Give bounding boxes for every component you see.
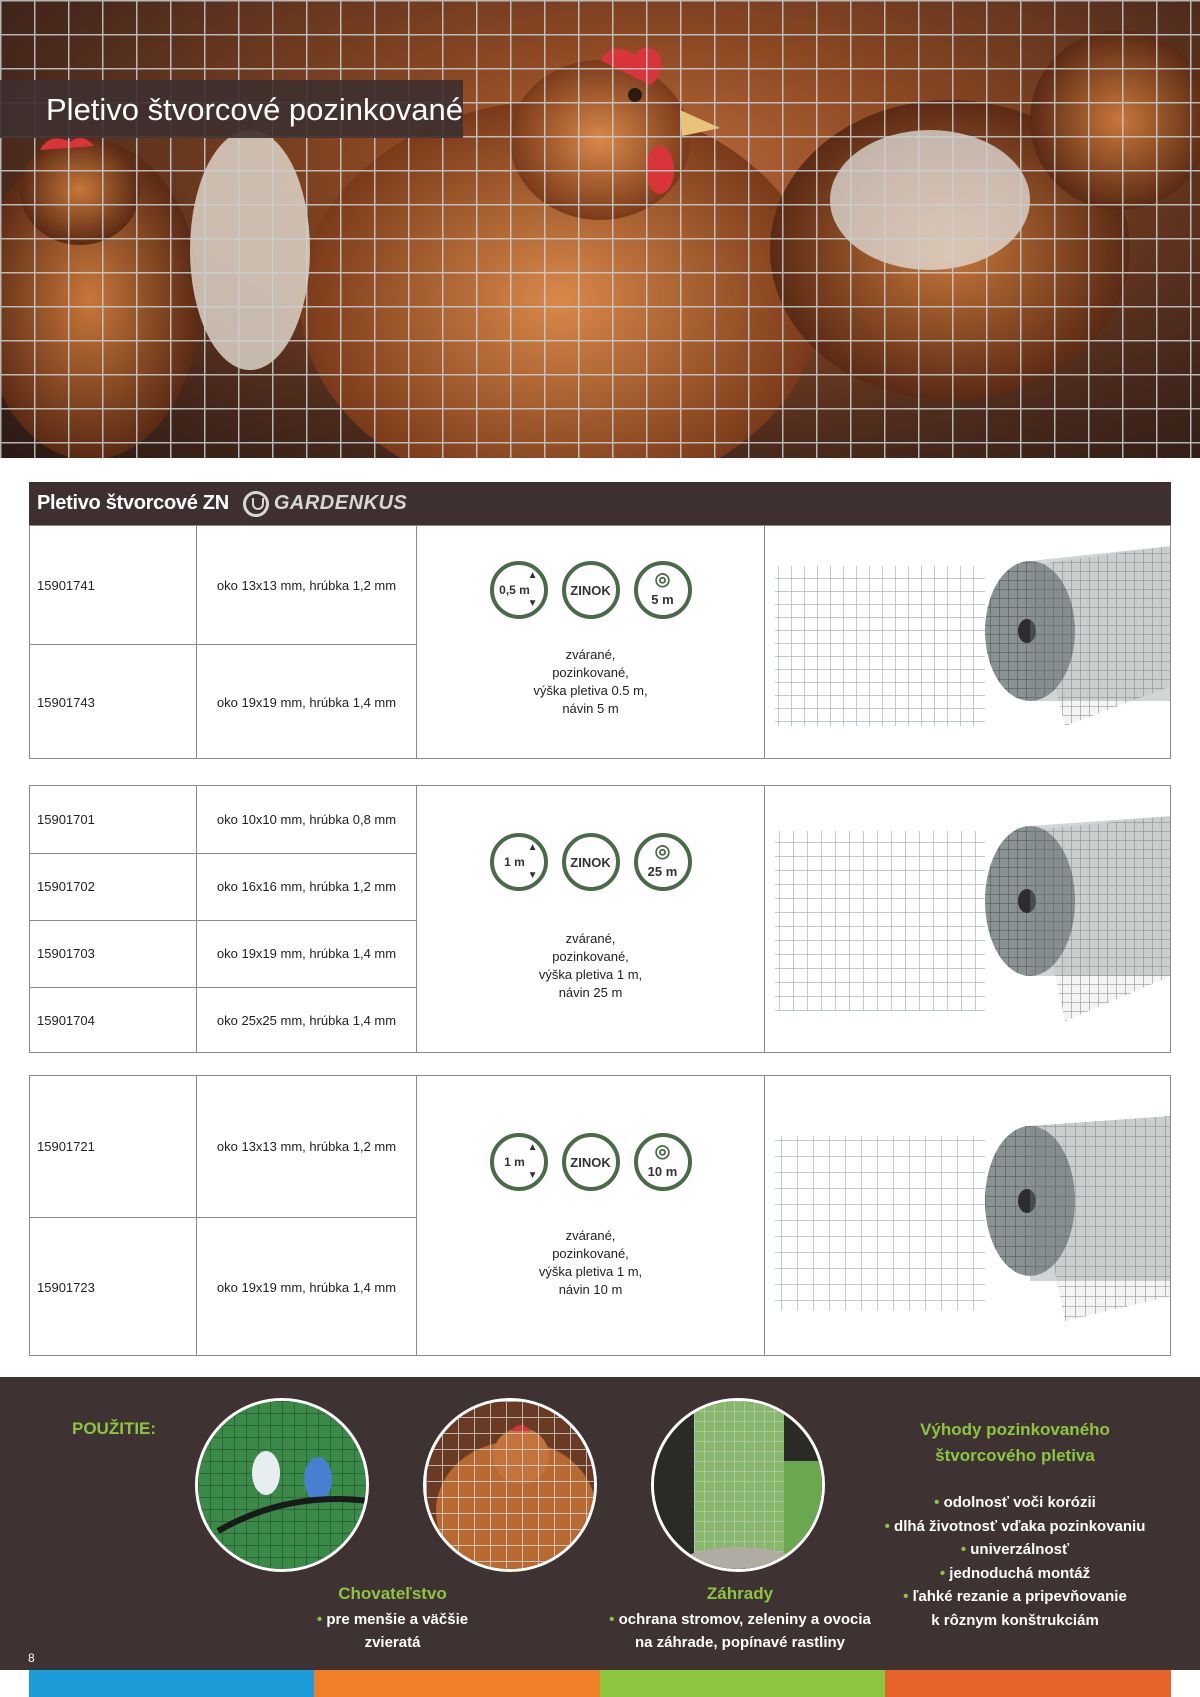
roll-icon: ◎ 10 m: [634, 1133, 692, 1191]
product-code: 15901723: [37, 1279, 95, 1295]
spec-line: výška pletiva 0.5 m,: [533, 683, 648, 698]
bullet: •: [960, 1541, 967, 1558]
product-header: [29, 482, 1171, 525]
spec-column: [417, 1076, 765, 1355]
roll-label: 5 m: [651, 591, 674, 607]
zinc-icon: ZINOK: [562, 561, 620, 619]
product-image: [765, 1076, 1170, 1355]
advantages-title: [870, 1417, 1160, 1469]
spec-line: zvárané,: [565, 647, 616, 662]
product-table-2: [29, 785, 1171, 1053]
spec-description: [417, 930, 764, 1002]
mesh-roll-image: [765, 1076, 1170, 1355]
spec-icons: [417, 833, 764, 891]
roll-label: 10 m: [647, 1163, 678, 1179]
gardenkus-logo-icon: [243, 491, 269, 517]
breeding-line: zvieratá: [364, 1634, 421, 1651]
spec-line: pozinkované,: [552, 949, 629, 964]
bullet: •: [609, 1611, 615, 1628]
spec-line: zvárané,: [565, 1228, 616, 1243]
product-description: oko 10x10 mm, hrúbka 0,8 mm: [216, 812, 397, 827]
product-description: oko 19x19 mm, hrúbka 1,4 mm: [216, 694, 397, 710]
description-column: [197, 526, 417, 758]
gardens-line: ochrana stromov, zeleniny a ovocia: [618, 1611, 871, 1628]
spec-line: návin 10 m: [558, 1282, 623, 1297]
spec-line: výška pletiva 1 m,: [538, 967, 643, 982]
roll-label: 25 m: [647, 863, 678, 879]
product-code: 15901741: [37, 577, 95, 593]
page-title: Pletivo štvorcové pozinkované: [0, 80, 463, 138]
product-image: [765, 526, 1170, 758]
spec-column: [417, 526, 765, 758]
color-stripe-green: [600, 1670, 885, 1697]
advantage-text: jednoduchá montáž: [949, 1564, 1091, 1582]
spec-line: výška pletiva 1 m,: [538, 1264, 643, 1279]
gardenkus-logo-text: GARDENKUS: [273, 492, 408, 514]
product-title: Pletivo štvorcové ZN: [37, 492, 229, 514]
parakeets-photo: [195, 1398, 369, 1572]
product-code: 15901704: [37, 1013, 95, 1028]
product-code: 15901701: [37, 812, 95, 827]
product-description: oko 13x13 mm, hrúbka 1,2 mm: [216, 1139, 397, 1154]
product-description: oko 25x25 mm, hrúbka 1,4 mm: [216, 1013, 397, 1028]
gardens-title: Záhrady: [706, 1584, 774, 1603]
advantage-item: [860, 1515, 1170, 1539]
spec-description: [417, 646, 764, 718]
advantage-text: ľahké rezanie a pripevňovanie: [912, 1588, 1127, 1605]
product-description: oko 13x13 mm, hrúbka 1,2 mm: [216, 577, 397, 593]
product-table-3: [29, 1075, 1171, 1356]
height-label: 1 m: [504, 855, 525, 869]
zinc-icon: ZINOK: [562, 1133, 620, 1191]
advantages-list: [860, 1491, 1170, 1632]
usage-panel: [0, 1377, 1200, 1670]
bullet: •: [939, 1564, 946, 1582]
mesh-roll-image: [765, 526, 1170, 758]
advantage-text: odolnosť voči korózii: [943, 1494, 1096, 1511]
spec-icons: [417, 1133, 764, 1191]
spec-line: zvárané,: [565, 931, 616, 946]
height-icon: 1 m ▲ ▼: [490, 1133, 548, 1191]
color-stripe-red: [885, 1670, 1171, 1697]
mesh-roll-image: [765, 786, 1170, 1052]
spec-column: [417, 786, 765, 1052]
product-description: oko 16x16 mm, hrúbka 1,2 mm: [216, 879, 397, 894]
advantage-item: [860, 1491, 1170, 1515]
bullet: •: [903, 1588, 909, 1605]
tree-protection-photo: [651, 1398, 825, 1572]
spec-line: pozinkované,: [552, 665, 629, 680]
product-code: 15901703: [37, 946, 95, 961]
usage-title: POUŽITIE:: [72, 1419, 157, 1438]
product-code: 15901743: [37, 694, 95, 710]
spec-description: [417, 1227, 764, 1299]
spec-line: návin 5 m: [562, 701, 619, 716]
hero-image: [0, 0, 1200, 458]
product-image: [765, 786, 1170, 1052]
advantages-title-line: štvorcového pletiva: [935, 1446, 1095, 1465]
advantages-title-line: Výhody pozinkovaného: [920, 1420, 1110, 1439]
bullet: •: [316, 1611, 323, 1628]
advantage-text: dlhá životnosť vďaka pozinkovaniu: [894, 1517, 1146, 1535]
product-table-1: [29, 525, 1171, 759]
advantage-text: univerzálnosť: [970, 1541, 1070, 1558]
breeding-title: Chovateľstvo: [338, 1584, 447, 1603]
bullet: •: [884, 1517, 890, 1535]
spec-icons: [417, 561, 764, 619]
code-column: [30, 526, 197, 758]
gardenkus-logo: [243, 491, 407, 517]
product-code: 15901702: [37, 879, 95, 894]
roll-icon: ◎ 5 m: [634, 561, 692, 619]
zinc-icon: ZINOK: [562, 833, 620, 891]
chickens-photo: [423, 1398, 597, 1572]
height-label: 1 m: [504, 1155, 525, 1169]
color-stripe-orange: [314, 1670, 600, 1697]
product-code: 15901721: [37, 1139, 95, 1154]
product-description: oko 19x19 mm, hrúbka 1,4 mm: [216, 1279, 397, 1295]
gardens-text: [585, 1608, 895, 1654]
breeding-text: [280, 1608, 505, 1654]
advantage-item: [860, 1609, 1170, 1633]
breeding-line: pre menšie a väčšie: [326, 1611, 469, 1628]
description-column: [197, 786, 417, 1052]
description-column: [197, 1076, 417, 1355]
spec-line: návin 25 m: [558, 985, 623, 1000]
code-column: [30, 786, 197, 1052]
bullet: •: [934, 1494, 940, 1511]
advantage-item: [860, 1585, 1170, 1609]
color-stripe-blue: [29, 1670, 314, 1697]
advantage-item: [860, 1562, 1170, 1586]
roll-icon: ◎ 25 m: [634, 833, 692, 891]
height-label: 0,5 m: [499, 583, 530, 597]
height-icon: 1 m ▲ ▼: [490, 833, 548, 891]
spec-line: pozinkované,: [552, 1246, 629, 1261]
product-description: oko 19x19 mm, hrúbka 1,4 mm: [216, 946, 397, 961]
height-icon: 0,5 m ▲ ▼: [490, 561, 548, 619]
advantage-item: [860, 1538, 1170, 1562]
advantage-text: k rôznym konštrukciám: [931, 1611, 1099, 1629]
code-column: [30, 1076, 197, 1355]
hero-photo-chickens: [0, 0, 1200, 458]
gardens-line: na záhrade, popínavé rastliny: [634, 1634, 846, 1651]
page-number: 8: [28, 1651, 35, 1665]
